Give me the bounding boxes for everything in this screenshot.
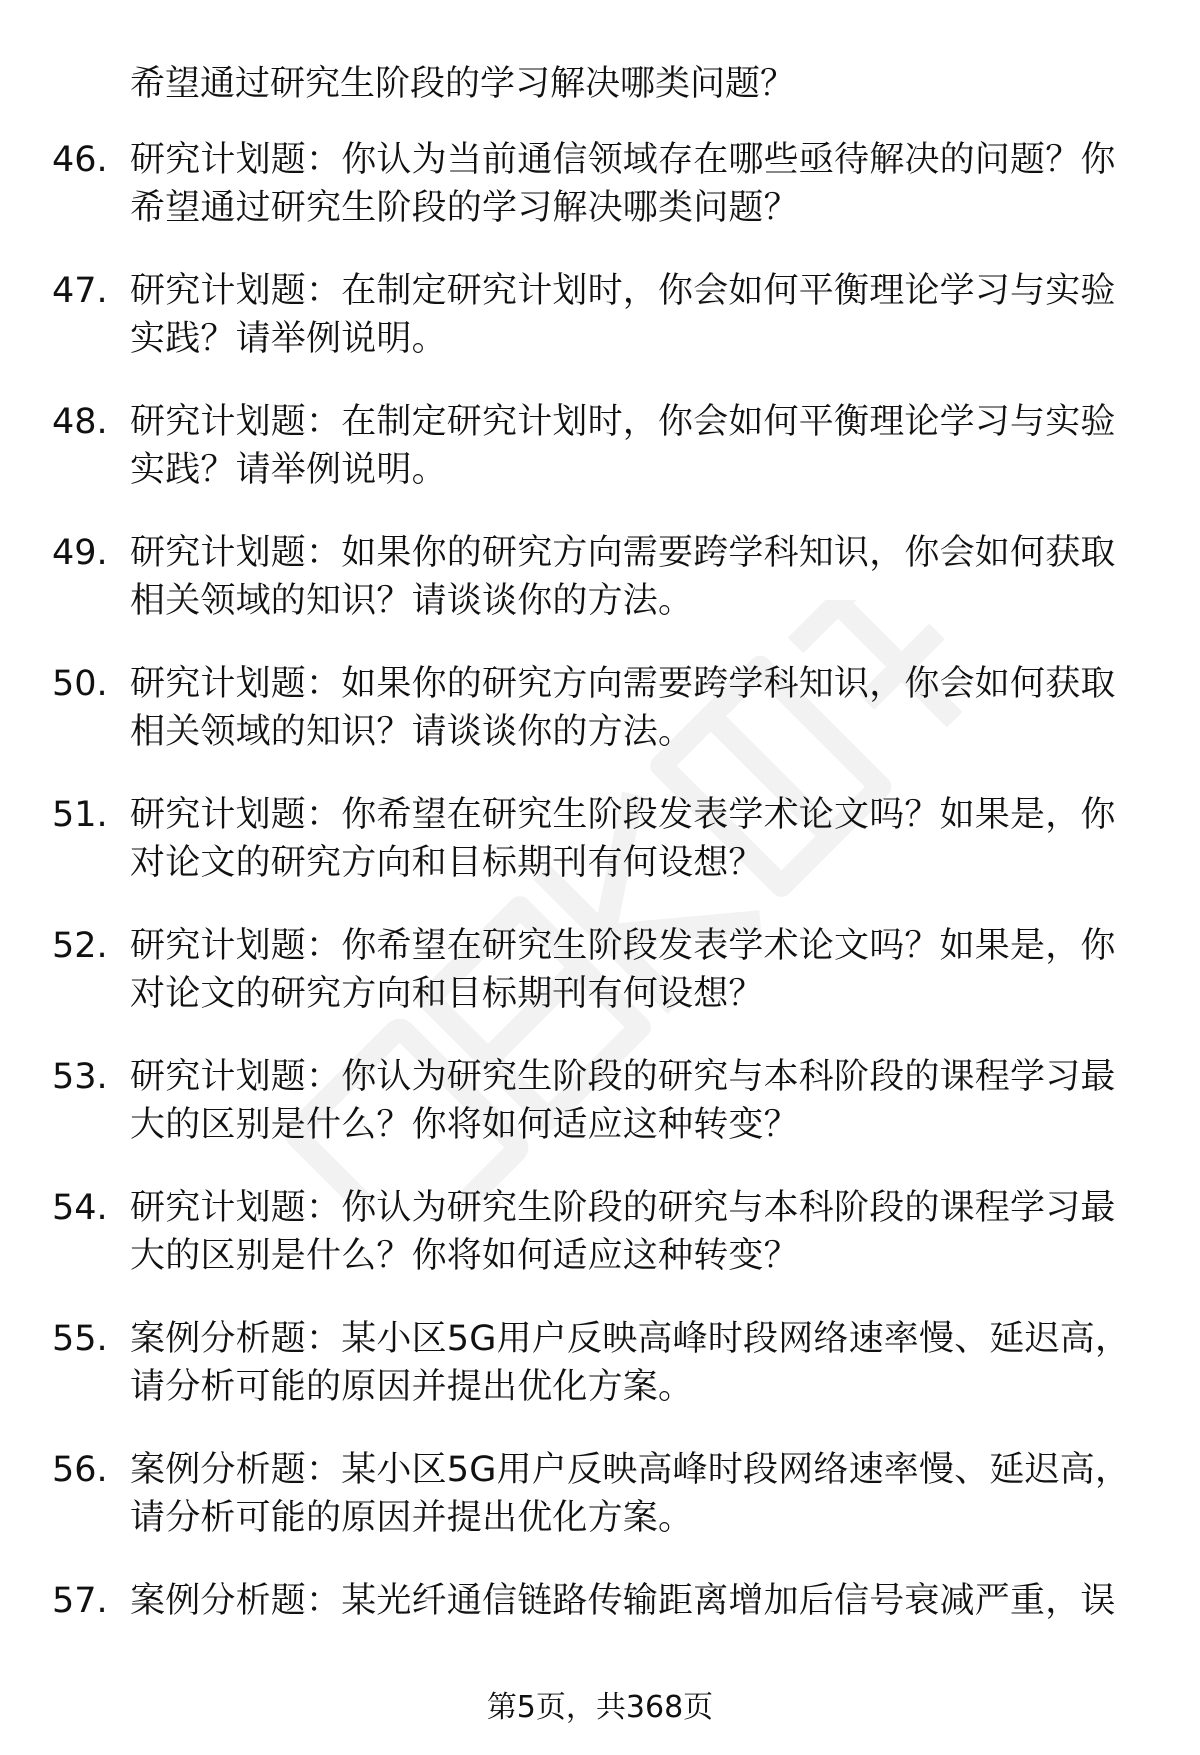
list-item bbox=[0, 398, 1200, 529]
item-text: 研究计划题：如果你的研究方向需要跨学科知识，你会如何获取相关领域的知识？请谈谈你的方法。 bbox=[130, 664, 1116, 752]
list-item bbox=[0, 791, 1200, 922]
item-text: 研究计划题：你认为研究生阶段的研究与本科阶段的课程学习最大的区别是什么？你将如何适应这种转变？ bbox=[130, 1057, 1116, 1145]
item-number: 49. bbox=[52, 533, 108, 573]
page-footer: 第5页，共368页 bbox=[486, 1690, 714, 1725]
item-text: 案例分析题：某小区5G用户反映高峰时段网络速率慢、延迟高，请分析可能的原因并提出优化方案。 bbox=[130, 1319, 1131, 1407]
item-text: 案例分析题：某小区5G用户反映高峰时段网络速率慢、延迟高，请分析可能的原因并提出优化方案。 bbox=[130, 1450, 1131, 1538]
question-list bbox=[0, 136, 1200, 1708]
list-item bbox=[0, 267, 1200, 398]
list-item bbox=[0, 136, 1200, 267]
item-text: 研究计划题：你希望在研究生阶段发表学术论文吗？如果是，你对论文的研究方向和目标期刊有何设想？ bbox=[130, 926, 1116, 1014]
continued-question-text: 希望通过研究生阶段的学习解决哪类问题？ bbox=[130, 64, 796, 104]
item-number: 55. bbox=[52, 1319, 108, 1359]
item-number: 47. bbox=[52, 271, 108, 311]
item-text: 研究计划题：在制定研究计划时，你会如何平衡理论学习与实验实践？请举例说明。 bbox=[130, 402, 1116, 490]
item-number: 57. bbox=[52, 1581, 108, 1621]
item-number: 53. bbox=[52, 1057, 108, 1097]
list-item bbox=[0, 529, 1200, 660]
item-text: 案例分析题：某光纤通信链路传输距离增加后信号衰减严重，误 bbox=[130, 1581, 1116, 1621]
item-number: 46. bbox=[52, 140, 108, 180]
item-text: 研究计划题：你认为研究生阶段的研究与本科阶段的课程学习最大的区别是什么？你将如何适应这种转变？ bbox=[130, 1188, 1116, 1276]
item-number: 50. bbox=[52, 664, 108, 704]
list-item bbox=[0, 1315, 1200, 1446]
item-number: 54. bbox=[52, 1188, 108, 1228]
item-number: 52. bbox=[52, 926, 108, 966]
item-text: 研究计划题：如果你的研究方向需要跨学科知识，你会如何获取相关领域的知识？请谈谈你的方法。 bbox=[130, 533, 1116, 621]
list-item bbox=[0, 1184, 1200, 1315]
item-text: 研究计划题：在制定研究计划时，你会如何平衡理论学习与实验实践？请举例说明。 bbox=[130, 271, 1116, 359]
list-item bbox=[0, 922, 1200, 1053]
item-number: 56. bbox=[52, 1450, 108, 1490]
item-text: 研究计划题：你希望在研究生阶段发表学术论文吗？如果是，你对论文的研究方向和目标期刊有何设想？ bbox=[130, 795, 1116, 883]
list-item bbox=[0, 1053, 1200, 1184]
item-number: 51. bbox=[52, 795, 108, 835]
item-number: 48. bbox=[52, 402, 108, 442]
list-item bbox=[0, 1446, 1200, 1577]
item-text: 研究计划题：你认为当前通信领域存在哪些亟待解决的问题？你希望通过研究生阶段的学习解决哪类问题？ bbox=[130, 140, 1116, 228]
list-item bbox=[0, 660, 1200, 791]
